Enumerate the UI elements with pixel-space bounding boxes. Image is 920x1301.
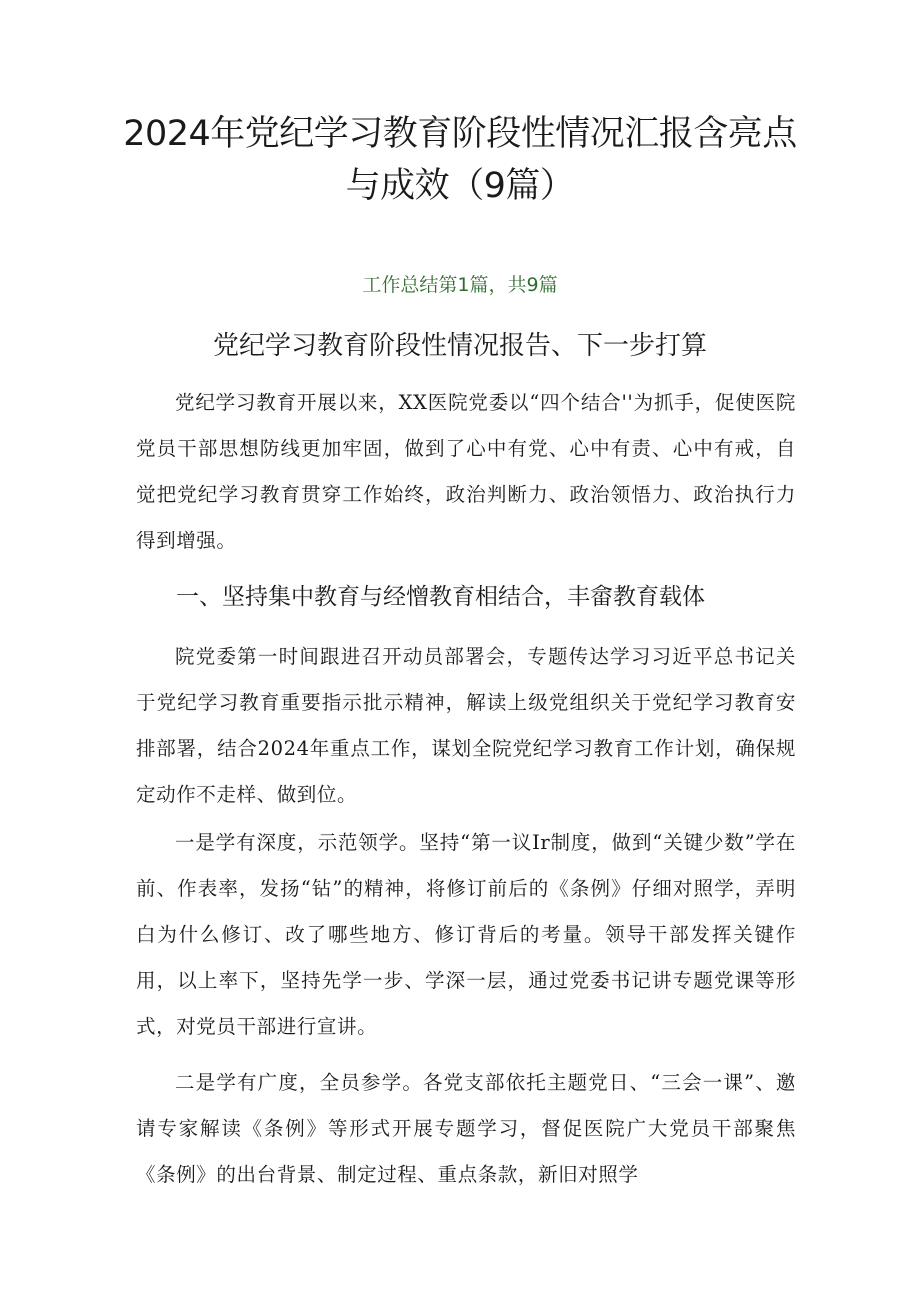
document-title: 2024年党纪学习教育阶段性情况汇报含亮点与成效（9篇）	[123, 114, 797, 206]
section1-paragraph-3: 二是学有广度，全员参学。各党支部依托主题党日、“三会一课”、邀请专家解读《条例》等形式开展专题学习，督促医院广大党员干部聚焦《条例》的出台背景、制定过程、重点条款，新旧对照学	[136, 1071, 796, 1186]
document-subtitle: 党纪学习教育阶段性情况报告、下一步打算	[212, 331, 707, 361]
section-heading-1: 一、坚持集中教育与经憎教育相结合，丰畲教育载体	[176, 584, 705, 610]
part-label: 工作总结第1篇，共9篇	[362, 274, 558, 296]
intro-paragraph: 党纪学习教育开展以来，XX医院党委以“四个结合''为抓手，促使医院党员干部思想防线更加牢固，做到了心中有党、心中有责、心中有戒，自觉把党纪学习教育贯穿工作始终，政治判断力、政治领悟力、政治执行力得到增强。	[136, 391, 796, 552]
section1-paragraph-1: 院党委第一时间跟进召开动员部署会，专题传达学习习近平总书记关于党纪学习教育重要指示批示精神，解读上级党组织关于党纪学习教育安排部署，结合2024年重点工作，谋划全院党纪学习教育工作计划，确保规定动作不走样、做到位。	[136, 645, 796, 806]
section1-paragraph-2: 一是学有深度，示范领学。坚持“第一议Ir制度，做到“关键少数”学在前、作表率，发扬“钻”的精神，将修订前后的《条例》仔细对照学，弄明白为什么修订、改了哪些地方、修订背后的考量。领导干部发挥关键作用，以上率下，坚持先学一步、学深一层，通过党委书记讲专题党课等形式，对党员干部进行宣讲。	[136, 831, 796, 1038]
